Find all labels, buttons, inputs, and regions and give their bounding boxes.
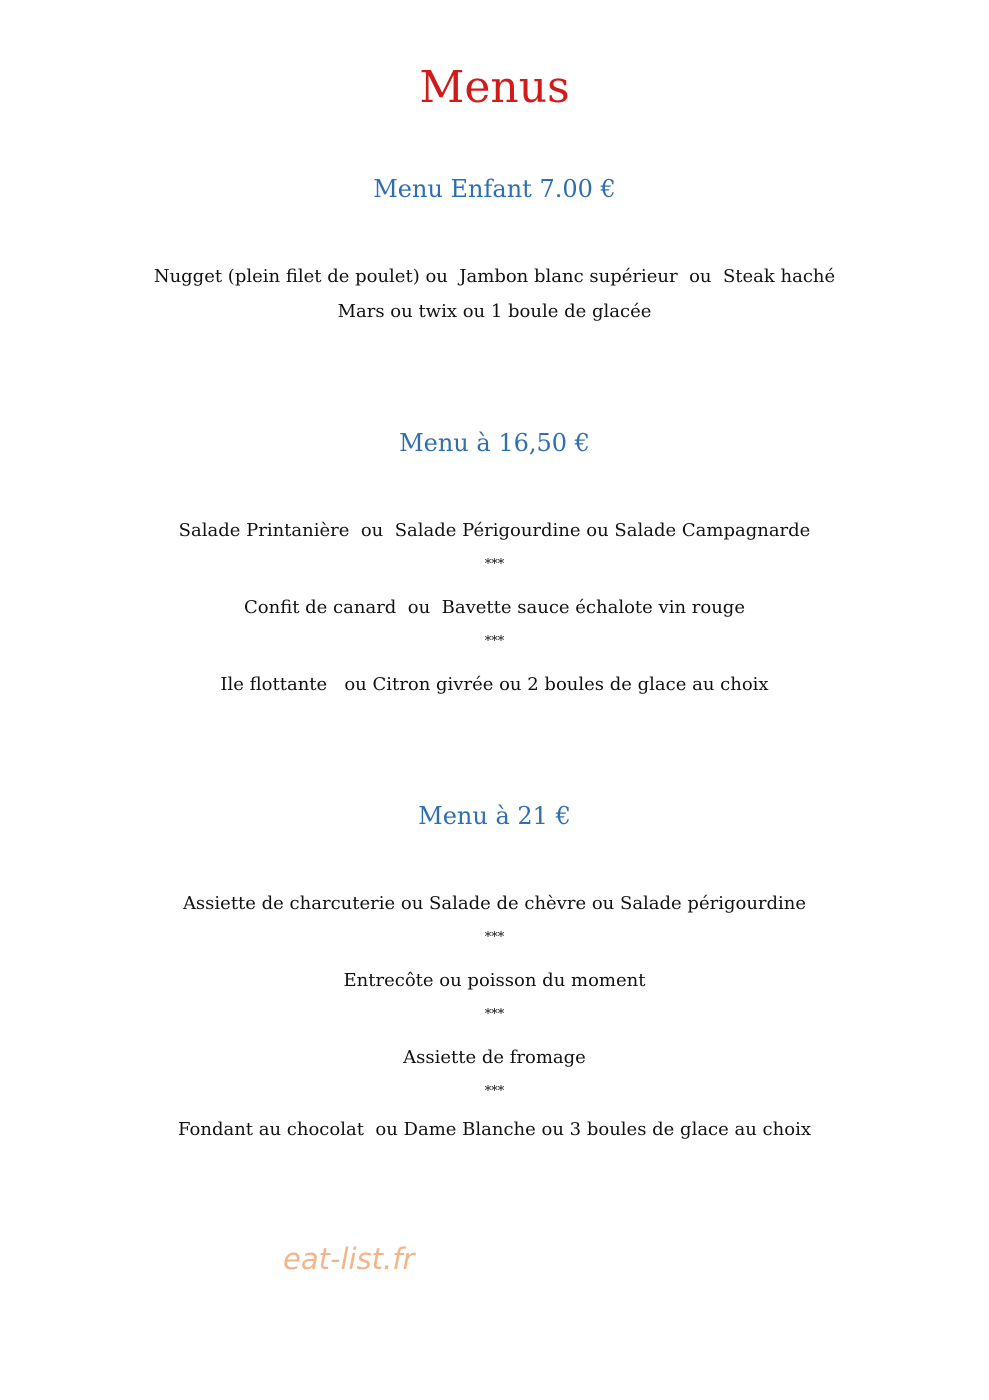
menu-1650-heading: Menu à 16,50 € — [399, 429, 590, 457]
menu-21-course: Entrecôte ou poisson du moment — [343, 970, 646, 991]
course-separator: *** — [484, 634, 505, 649]
menu-enfant-line: Mars ou twix ou 1 boule de glacée — [337, 301, 652, 322]
page-title: Menus — [419, 62, 570, 113]
menu-21-heading: Menu à 21 € — [418, 802, 571, 830]
course-separator: *** — [484, 557, 505, 572]
watermark: eat-list.fr — [283, 1242, 415, 1276]
course-separator: *** — [484, 1007, 505, 1022]
menu-1650-course: Confit de canard ou Bavette sauce échalote vin rouge — [244, 597, 745, 618]
menu-1650-course: Salade Printanière ou Salade Périgourdine ou Salade Campagnarde — [178, 520, 811, 541]
course-separator: *** — [484, 1084, 505, 1099]
menu-enfant-heading: Menu Enfant 7.00 € — [373, 175, 616, 203]
menu-1650-course: Ile flottante ou Citron givrée ou 2 boules de glace au choix — [220, 674, 769, 695]
menu-21-course: Fondant au chocolat ou Dame Blanche ou 3 boules de glace au choix — [178, 1119, 811, 1140]
course-separator: *** — [484, 930, 505, 945]
menu-21-course: Assiette de charcuterie ou Salade de chèvre ou Salade périgourdine — [182, 893, 807, 914]
menu-enfant-line: Nugget (plein filet de poulet) ou Jambon blanc supérieur ou Steak haché — [153, 266, 836, 287]
menu-21-course: Assiette de fromage — [403, 1047, 586, 1068]
